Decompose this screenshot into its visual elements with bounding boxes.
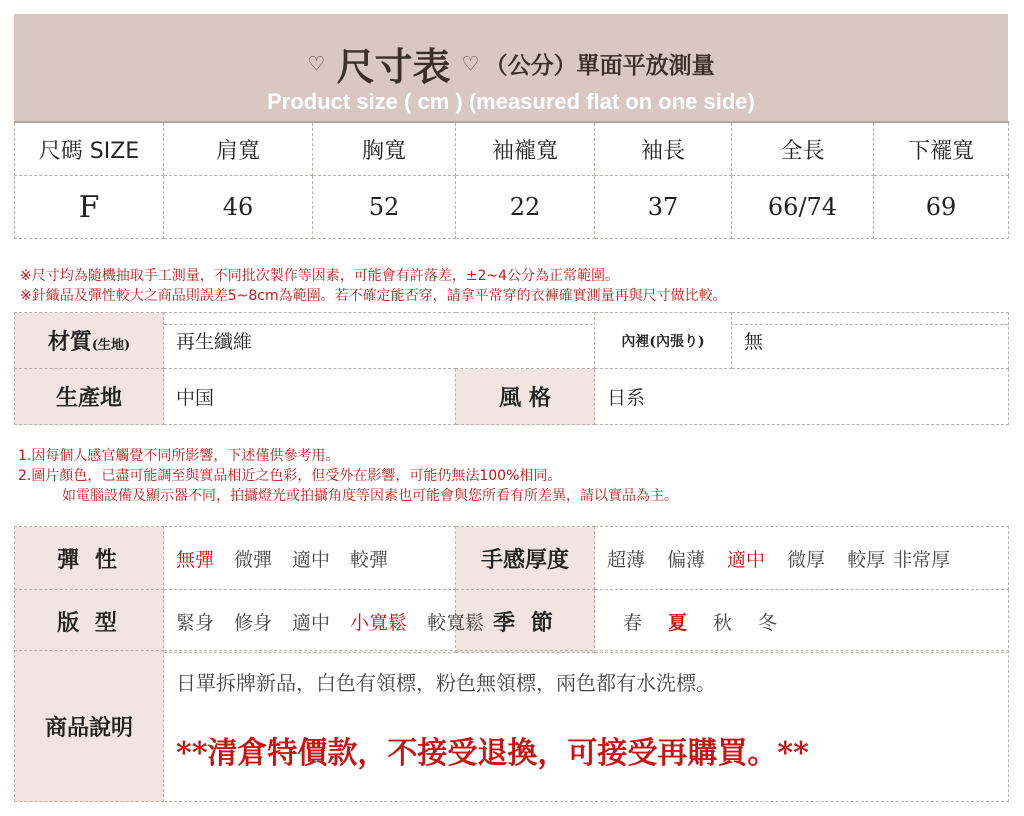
season-option: 冬 — [758, 611, 778, 634]
length-column-header: 全長 — [732, 122, 874, 176]
season-options — [595, 590, 1009, 653]
armhole-value: 22 — [456, 176, 595, 239]
lining-value: 無 — [732, 313, 1009, 369]
elasticity-thickness-row — [15, 527, 1009, 590]
description-table — [14, 650, 1009, 802]
chest-value: 52 — [313, 176, 456, 239]
unit-note: （公分）單面平放測量 — [484, 52, 715, 79]
thickness-label: 手感厚度 — [456, 527, 595, 590]
material-label — [15, 313, 164, 369]
elasticity-option: 無彈 — [176, 548, 215, 571]
chart-subtitle: Product size ( cm ) (measured flat on one side) — [267, 89, 755, 114]
material-label-sub: (生地) — [91, 338, 131, 353]
season-label: 季 節 — [456, 590, 595, 653]
tip-line: 2.圖片顏色，已盡可能調至與實品相近之色彩，但受外在影響，可能仍無法100%相同。 — [18, 468, 562, 484]
fit-option: 適中 — [292, 611, 331, 634]
note-line: ※尺寸均為隨機抽取手工測量，不同批次製作等因素，可能會有許落差，±2~4公分為正常範圍。 — [20, 268, 620, 284]
thickness-option: 微厚 — [787, 548, 826, 571]
material-row — [15, 313, 1009, 369]
spec-table — [14, 312, 1009, 425]
tip-line: 1.因每個人感官觸覺不同所影響，下述僅供參考用。 — [18, 448, 340, 464]
thickness-option: 超薄 — [607, 548, 646, 571]
thickness-options — [595, 527, 1009, 590]
tip-line: 如電腦設備及顯示器不同，拍攝燈光或拍攝角度等因素也可能會與您所看有所差異，請以實品為主。 — [62, 488, 678, 504]
elasticity-option: 微彈 — [234, 548, 273, 571]
hem-value: 69 — [874, 176, 1009, 239]
origin-row — [15, 369, 1009, 425]
size-header-row — [15, 122, 1009, 176]
style-value: 日系 — [595, 369, 1009, 425]
armhole-column-header: 袖襱寬 — [456, 122, 595, 176]
size-column-header: 尺碼 SIZE — [15, 122, 164, 176]
season-option: 秋 — [713, 611, 733, 634]
material-label-main: 材質 — [47, 329, 92, 355]
hem-column-header: 下襬寬 — [874, 122, 1009, 176]
shoulder-column-header: 肩寬 — [164, 122, 313, 176]
elasticity-option: 適中 — [292, 548, 331, 571]
fit-option: 修身 — [234, 611, 273, 634]
perception-tips — [14, 434, 1008, 526]
thickness-option: 較厚 — [847, 548, 886, 571]
thickness-option: 非常厚 — [893, 548, 951, 571]
season-option: 夏 — [668, 611, 688, 634]
material-value: 再生纖維 — [164, 313, 595, 369]
thickness-option: 偏薄 — [667, 548, 706, 571]
style-label: 風 格 — [456, 369, 595, 425]
options-table — [14, 526, 1009, 653]
chart-header — [14, 14, 1008, 121]
elasticity-option: 較彈 — [350, 548, 389, 571]
elasticity-options — [164, 527, 456, 590]
elasticity-label: 彈 性 — [15, 527, 164, 590]
fit-option: 較寬鬆 — [427, 611, 485, 634]
sleeve-column-header: 袖長 — [595, 122, 732, 176]
size-value-row — [15, 176, 1009, 239]
origin-value: 中国 — [164, 369, 456, 425]
fit-season-row — [15, 590, 1009, 653]
lining-label: 內裡(內張り) — [595, 313, 732, 369]
size-table — [14, 121, 1009, 239]
heart-icon: ♡ — [461, 51, 480, 76]
size-value: F — [15, 176, 164, 239]
fit-label: 版 型 — [15, 590, 164, 653]
fit-option: 小寬鬆 — [350, 611, 408, 634]
origin-label: 生產地 — [15, 369, 164, 425]
description-row — [15, 651, 1009, 802]
length-value: 66/74 — [732, 176, 874, 239]
fit-options — [164, 590, 485, 653]
title-text: 尺寸表 — [336, 44, 451, 89]
shoulder-value: 46 — [164, 176, 313, 239]
description-line: 日單拆牌新品，白色有領標，粉色無領標，兩色都有水洗標。 — [176, 670, 716, 695]
chest-column-header: 胸寬 — [313, 122, 456, 176]
description-label: 商品說明 — [15, 651, 164, 802]
sleeve-value: 37 — [595, 176, 732, 239]
clearance-notice: **清倉特價款，不接受退換，可接受再購買。** — [176, 735, 809, 771]
chart-title — [14, 36, 1008, 91]
thickness-option: 適中 — [727, 548, 766, 571]
heart-icon: ♡ — [307, 51, 326, 76]
note-line: ※針織品及彈性較大之商品則誤差5~8cm為範圍。若不確定能否穿，請拿平常穿的衣褲確實測量再與尺寸做比較。 — [20, 288, 727, 304]
description-body — [164, 651, 1009, 802]
season-option: 春 — [623, 611, 643, 634]
fit-option: 緊身 — [176, 611, 215, 634]
